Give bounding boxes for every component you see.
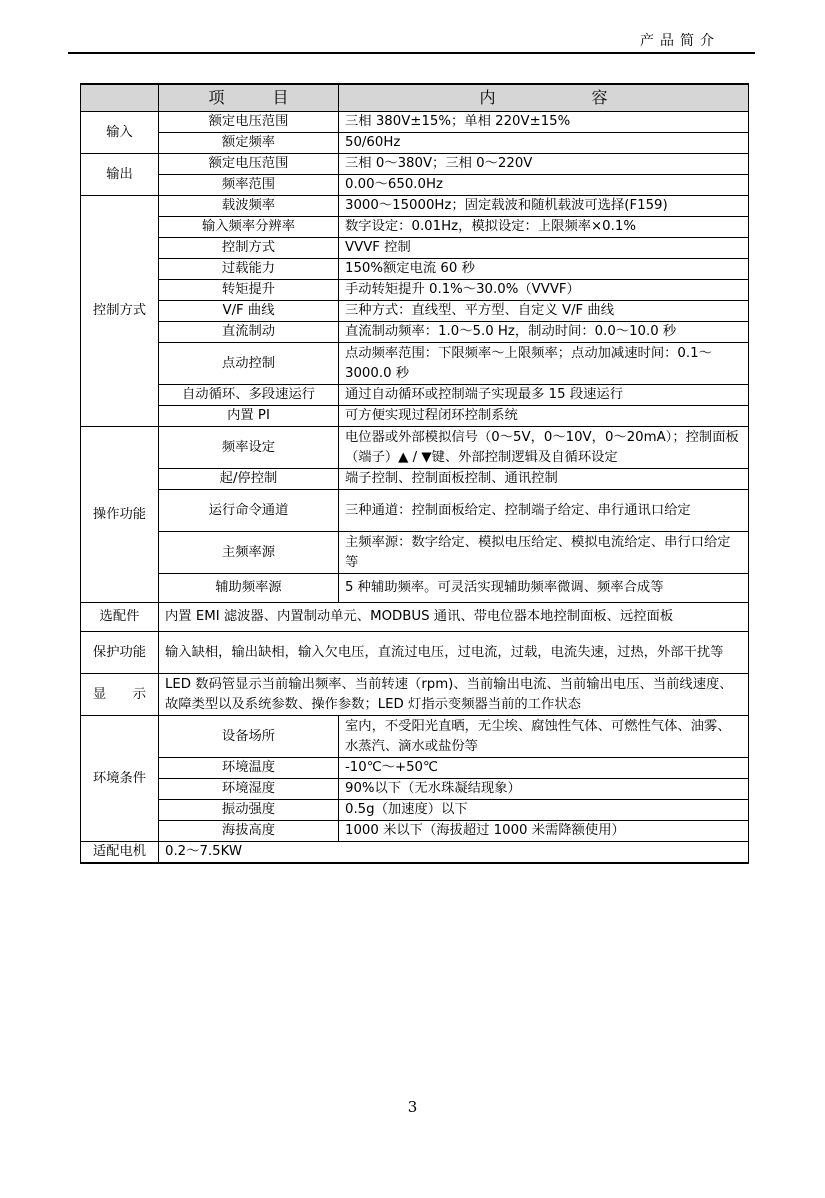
- content-cell: 可方便实现过程闭环控制系统: [339, 406, 749, 427]
- content-cell: 5 种辅助频率。可灵活实现辅助频率微调、频率合成等: [339, 574, 749, 603]
- table-row: [81, 779, 749, 800]
- category-protection: 保护功能: [81, 632, 159, 674]
- item-cell: 起/停控制: [159, 469, 339, 490]
- table-row: [81, 674, 749, 716]
- content-cell: 三相 380V±15%；单相 220V±15%: [339, 112, 749, 133]
- item-cell: 设备场所: [159, 716, 339, 758]
- content-cell: 手动转矩提升 0.1%～30.0%（VVVF）: [339, 280, 749, 301]
- item-cell: 辅助频率源: [159, 574, 339, 603]
- content-cell: 50/60Hz: [339, 133, 749, 154]
- item-cell: 额定电压范围: [159, 112, 339, 133]
- content-cell: 150%额定电流 60 秒: [339, 259, 749, 280]
- content-cell: 点动频率范围：下限频率～上限频率；点动加减速时间：0.1～3000.0 秒: [339, 343, 749, 385]
- content-cell: LED 数码管显示当前输出频率、当前转速（rpm)、当前输出电流、当前输出电压、当前线速度、故障类型以及系统参数、操作参数；LED 灯指示变频器当前的工作状态: [159, 674, 749, 716]
- content-cell: 通过自动循环或控制端子实现最多 15 段速运行: [339, 385, 749, 406]
- content-cell: 室内，不受阳光直晒，无尘埃、腐蚀性气体、可燃性气体、油雾、水蒸汽、滴水或盐份等: [339, 716, 749, 758]
- content-cell: 0.5g（加速度）以下: [339, 800, 749, 821]
- item-cell: 自动循环、多段速运行: [159, 385, 339, 406]
- table-row: [81, 301, 749, 322]
- item-cell: 控制方式: [159, 238, 339, 259]
- content-cell: 90%以下（无水珠凝结现象）: [339, 779, 749, 800]
- spec-table: [80, 83, 749, 864]
- item-cell: V/F 曲线: [159, 301, 339, 322]
- content-cell: 内置 EMI 滤波器、内置制动单元、MODBUS 通讯、带电位器本地控制面板、远控面板: [159, 603, 749, 632]
- table-row: [81, 259, 749, 280]
- table-row: [81, 406, 749, 427]
- content-cell: 1000 米以下（海拔超过 1000 米需降额使用）: [339, 821, 749, 842]
- item-cell: 海拔高度: [159, 821, 339, 842]
- content-cell: 电位器或外部模拟信号（0～5V，0～10V，0～20mA）；控制面板（端子）▲ / ▼键、外部控制逻辑及自循环设定: [339, 427, 749, 469]
- content-cell: VVVF 控制: [339, 238, 749, 259]
- table-row: [81, 238, 749, 259]
- category-operation: 操作功能: [81, 427, 159, 603]
- item-cell: 内置 PI: [159, 406, 339, 427]
- item-cell: 额定频率: [159, 133, 339, 154]
- table-row: [81, 469, 749, 490]
- item-cell: 额定电压范围: [159, 154, 339, 175]
- content-cell: 三种方式：直线型、平方型、自定义 V/F 曲线: [339, 301, 749, 322]
- table-row: [81, 716, 749, 758]
- table-row: [81, 842, 749, 864]
- page-number: 3: [407, 1098, 418, 1116]
- item-cell: 输入频率分辨率: [159, 217, 339, 238]
- category-options: 选配件: [81, 603, 159, 632]
- table-row: [81, 175, 749, 196]
- table-row: [81, 280, 749, 301]
- content-cell: 直流制动频率：1.0～5.0 Hz，制动时间：0.0～10.0 秒: [339, 322, 749, 343]
- table-row: [81, 385, 749, 406]
- table-row: [81, 217, 749, 238]
- category-environment: 环境条件: [81, 716, 159, 842]
- item-cell: 环境湿度: [159, 779, 339, 800]
- category-display: 显 示: [81, 674, 159, 716]
- content-cell: 3000～15000Hz；固定载波和随机载波可选择(F159): [339, 196, 749, 217]
- table-row: [81, 821, 749, 842]
- content-cell: 三种通道：控制面板给定、控制端子给定、串行通讯口给定: [339, 490, 749, 532]
- table-row: [81, 154, 749, 175]
- category-input: 输入: [81, 112, 159, 154]
- item-cell: 频率设定: [159, 427, 339, 469]
- table-row: [81, 574, 749, 603]
- item-cell: 振动强度: [159, 800, 339, 821]
- content-cell: 端子控制、控制面板控制、通讯控制: [339, 469, 749, 490]
- header-title: 产品简介: [640, 33, 720, 49]
- item-cell: 点动控制: [159, 343, 339, 385]
- item-cell: 环境温度: [159, 758, 339, 779]
- table-row: [81, 800, 749, 821]
- table-row: [81, 322, 749, 343]
- content-cell: 0.2～7.5KW: [159, 842, 749, 864]
- table-row: [81, 532, 749, 574]
- table-row: [81, 112, 749, 133]
- item-cell: 转矩提升: [159, 280, 339, 301]
- column-header-item: 项 目: [159, 84, 339, 112]
- item-cell: 过载能力: [159, 259, 339, 280]
- table-row: [81, 632, 749, 674]
- item-cell: 运行命令通道: [159, 490, 339, 532]
- header-rule: [68, 52, 755, 54]
- content-cell: 0.00～650.0Hz: [339, 175, 749, 196]
- table-row: [81, 343, 749, 385]
- category-control: 控制方式: [81, 196, 159, 427]
- header-blank-cell: [81, 84, 159, 112]
- table-row: [81, 603, 749, 632]
- content-cell: 主频率源：数字给定、模拟电压给定、模拟电流给定、串行口给定等: [339, 532, 749, 574]
- column-header-content: 内 容: [339, 84, 749, 112]
- table-header-row: [81, 84, 749, 112]
- item-cell: 载波频率: [159, 196, 339, 217]
- table-row: [81, 758, 749, 779]
- item-cell: 主频率源: [159, 532, 339, 574]
- item-cell: 频率范围: [159, 175, 339, 196]
- content-cell: 输入缺相，输出缺相，输入欠电压，直流过电压，过电流，过载，电流失速，过热，外部干扰等: [159, 632, 749, 674]
- table-row: [81, 133, 749, 154]
- content-cell: 数字设定：0.01Hz，模拟设定：上限频率×0.1%: [339, 217, 749, 238]
- category-output: 输出: [81, 154, 159, 196]
- item-cell: 直流制动: [159, 322, 339, 343]
- table-row: [81, 427, 749, 469]
- table-row: [81, 490, 749, 532]
- content-cell: -10℃～+50℃: [339, 758, 749, 779]
- category-motor: 适配电机: [81, 842, 159, 864]
- table-row: [81, 196, 749, 217]
- content-cell: 三相 0～380V；三相 0～220V: [339, 154, 749, 175]
